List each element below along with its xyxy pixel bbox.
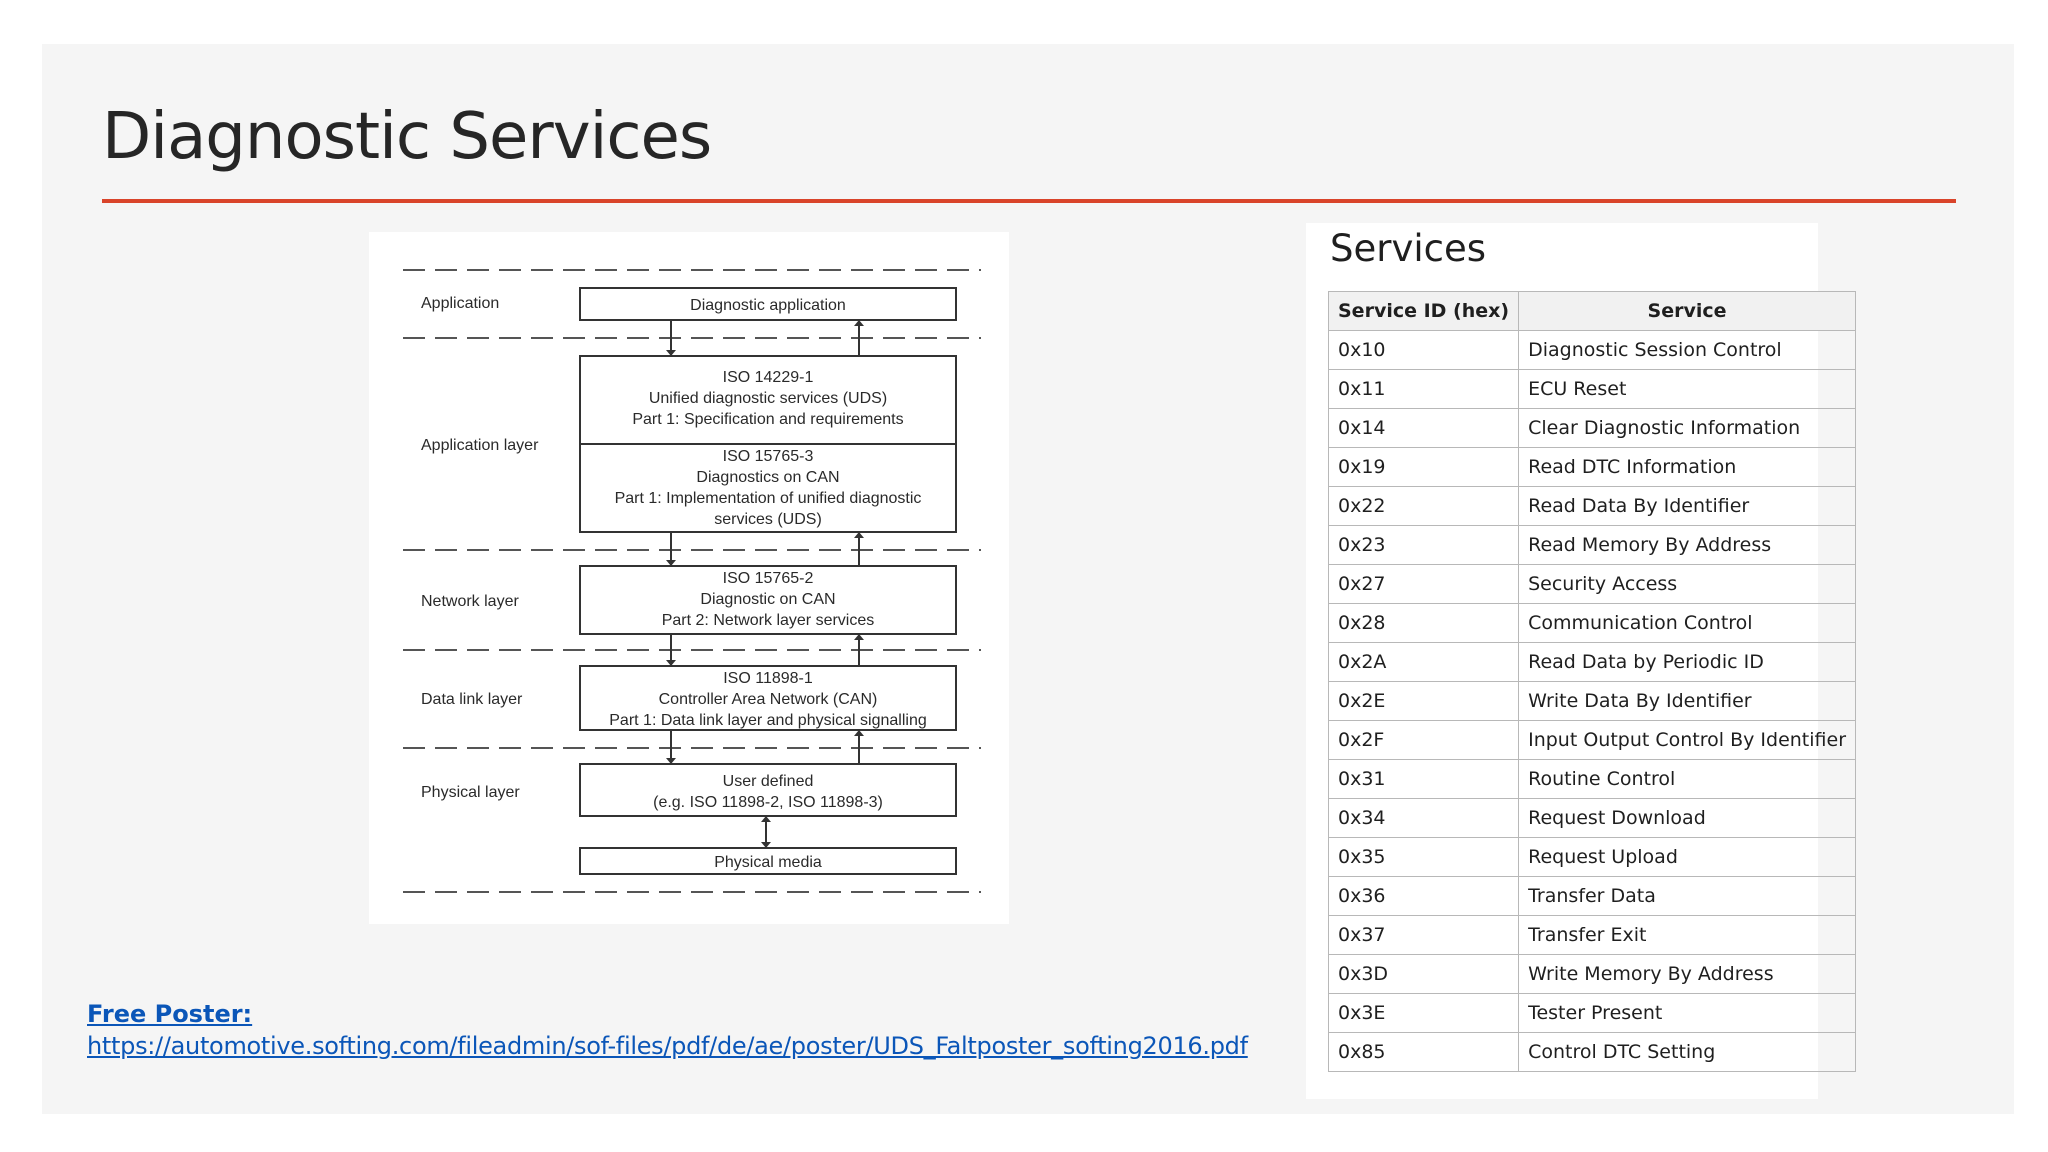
text-iso11898-line3: Part 1: Data link layer and physical signalling <box>609 712 927 729</box>
service-name-cell: ECU Reset <box>1519 370 1856 409</box>
service-id-cell: 0x31 <box>1329 760 1519 799</box>
service-id-cell: 0x85 <box>1329 1033 1519 1072</box>
table-row <box>1329 877 1856 916</box>
table-row <box>1329 643 1856 682</box>
service-name-cell: Clear Diagnostic Information <box>1519 409 1856 448</box>
text-physical-media: Physical media <box>714 854 822 871</box>
service-name-cell: Transfer Data <box>1519 877 1856 916</box>
services-heading: Services <box>1330 227 1487 270</box>
services-panel <box>1306 223 1847 1099</box>
text-iso11898-line1: ISO 11898-1 <box>723 670 813 687</box>
service-id-cell: 0x36 <box>1329 877 1519 916</box>
column-header-service: Service <box>1519 292 1856 331</box>
service-id-cell: 0x27 <box>1329 565 1519 604</box>
slide-title: Diagnostic Services <box>102 100 712 174</box>
layer-label-data-link: Data link layer <box>421 691 523 708</box>
table-row <box>1329 409 1856 448</box>
table-row <box>1329 370 1856 409</box>
table-row <box>1329 604 1856 643</box>
text-iso15765-3-line4: services (UDS) <box>714 511 822 528</box>
service-name-cell: Request Upload <box>1519 838 1856 877</box>
table-row <box>1329 331 1856 370</box>
service-name-cell: Write Data By Identifier <box>1519 682 1856 721</box>
service-name-cell: Security Access <box>1519 565 1856 604</box>
table-row <box>1329 721 1856 760</box>
service-name-cell: Read Data By Identifier <box>1519 487 1856 526</box>
service-id-cell: 0x10 <box>1329 331 1519 370</box>
uds-layer-diagram <box>369 232 1009 924</box>
service-name-cell: Diagnostic Session Control <box>1519 331 1856 370</box>
layer-label-network: Network layer <box>421 593 519 610</box>
text-iso15765-3-line2: Diagnostics on CAN <box>696 469 840 486</box>
text-iso14229-line3: Part 1: Specification and requirements <box>632 411 904 428</box>
service-id-cell: 0x22 <box>1329 487 1519 526</box>
service-id-cell: 0x37 <box>1329 916 1519 955</box>
table-header-row <box>1329 292 1856 331</box>
table-row <box>1329 526 1856 565</box>
table-row <box>1329 916 1856 955</box>
service-id-cell: 0x3E <box>1329 994 1519 1033</box>
service-id-cell: 0x14 <box>1329 409 1519 448</box>
text-user-defined-line2: (e.g. ISO 11898-2, ISO 11898-3) <box>653 794 883 811</box>
text-iso15765-2-line2: Diagnostic on CAN <box>700 591 836 608</box>
service-id-cell: 0x19 <box>1329 448 1519 487</box>
table-row <box>1329 838 1856 877</box>
layer-label-application-layer: Application layer <box>421 437 539 454</box>
text-iso15765-2-line1: ISO 15765-2 <box>722 570 814 587</box>
text-iso14229-line2: Unified diagnostic services (UDS) <box>648 390 888 407</box>
service-name-cell: Read Data by Periodic ID <box>1519 643 1856 682</box>
service-name-cell: Communication Control <box>1519 604 1856 643</box>
text-diagnostic-application: Diagnostic application <box>690 297 846 314</box>
service-name-cell: Control DTC Setting <box>1519 1033 1856 1072</box>
table-row <box>1329 1033 1856 1072</box>
service-id-cell: 0x23 <box>1329 526 1519 565</box>
service-id-cell: 0x2E <box>1329 682 1519 721</box>
table-row <box>1329 487 1856 526</box>
title-divider <box>102 199 1956 203</box>
service-name-cell: Tester Present <box>1519 994 1856 1033</box>
poster-url-link[interactable]: https://automotive.softing.com/fileadmin/sof-files/pdf/de/ae/poster/UDS_Faltposter_softing2016.pdf <box>87 1032 1248 1060</box>
text-iso14229-line1: ISO 14229-1 <box>722 369 814 386</box>
text-iso15765-2-line3: Part 2: Network layer services <box>661 612 875 629</box>
layer-label-application: Application <box>421 295 500 312</box>
table-row <box>1329 994 1856 1033</box>
service-id-cell: 0x3D <box>1329 955 1519 994</box>
service-id-cell: 0x28 <box>1329 604 1519 643</box>
service-name-cell: Routine Control <box>1519 760 1856 799</box>
service-id-cell: 0x2F <box>1329 721 1519 760</box>
text-iso15765-3-line3: Part 1: Implementation of unified diagnostic <box>614 490 922 507</box>
table-row <box>1329 682 1856 721</box>
service-id-cell: 0x34 <box>1329 799 1519 838</box>
free-poster-link[interactable]: Free Poster: <box>87 1000 253 1028</box>
text-iso15765-3-line1: ISO 15765-3 <box>722 448 814 465</box>
table-row <box>1329 565 1856 604</box>
service-id-cell: 0x2A <box>1329 643 1519 682</box>
poster-link-block <box>87 998 1248 1062</box>
column-header-service-id: Service ID (hex) <box>1329 292 1519 331</box>
layer-label-physical: Physical layer <box>421 784 520 801</box>
table-row <box>1329 799 1856 838</box>
service-name-cell: Read DTC Information <box>1519 448 1856 487</box>
text-iso11898-line2: Controller Area Network (CAN) <box>658 691 878 708</box>
service-name-cell: Request Download <box>1519 799 1856 838</box>
table-row <box>1329 448 1856 487</box>
service-id-cell: 0x35 <box>1329 838 1519 877</box>
service-name-cell: Write Memory By Address <box>1519 955 1856 994</box>
service-name-cell: Input Output Control By Identifier <box>1519 721 1856 760</box>
text-user-defined-line1: User defined <box>722 773 814 790</box>
services-table <box>1328 291 1856 1072</box>
service-name-cell: Read Memory By Address <box>1519 526 1856 565</box>
table-row <box>1329 760 1856 799</box>
service-name-cell: Transfer Exit <box>1519 916 1856 955</box>
service-id-cell: 0x11 <box>1329 370 1519 409</box>
table-row <box>1329 955 1856 994</box>
